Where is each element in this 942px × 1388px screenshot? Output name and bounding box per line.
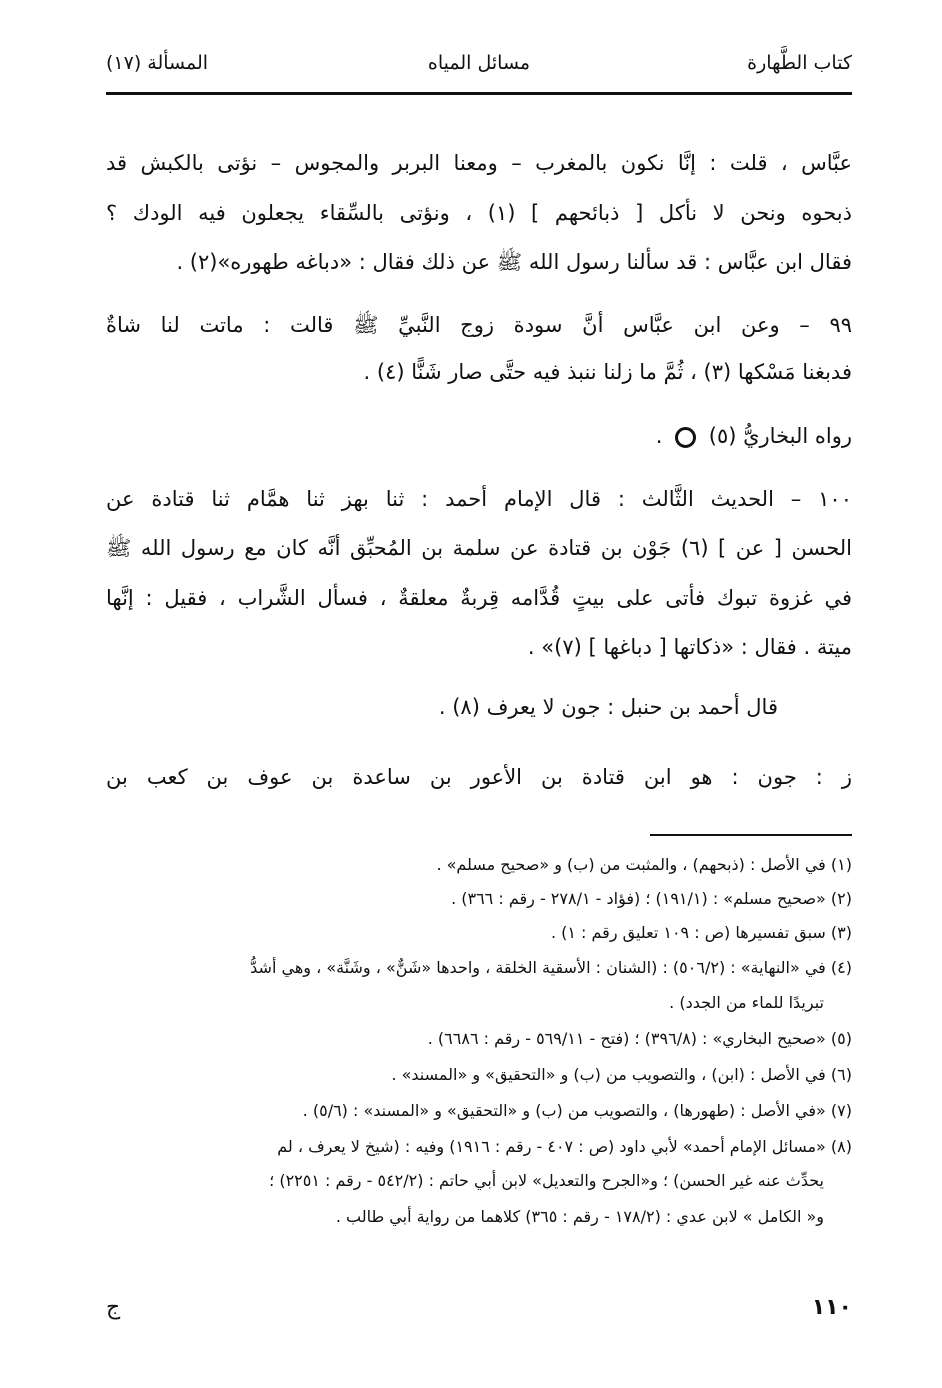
footnote-divider	[650, 834, 852, 836]
text-line: فقال ابن عبَّاس : قد سألنا رسول الله ﷺ عن ذلك فقال : «دباغه طهوره»(٢) .	[176, 250, 852, 274]
issue-number: المسألة (١٧)	[106, 52, 209, 74]
text-line: فدبغنا مَسْكها (٣) ، ثُمَّ ما زلنا ننبذ فيه حتَّى صار شَنًّا (٤) .	[363, 360, 852, 384]
footnote: (١) في الأصل : (ذبحهم) ، والمثبت من (ب) و «صحيح مسلم» .	[436, 855, 852, 874]
text-line: في غزوة تبوك فأتى على بيتٍ قُدَّامه قِربةٌ معلقةٌ ، فسأل الشَّراب ، فقيل : إنَّها	[106, 586, 852, 610]
text-line: عبَّاس ، قلت : إنَّا نكون بالمغرب – ومعنا البربر والمجوس – نؤتى بالكبش قد	[106, 151, 852, 175]
attribution-line: رواه البخاريُّ (٥) .	[655, 424, 852, 448]
footnote: (٨) «مسائل الإمام أحمد» لأبي داود (ص : ٤٠٧ - رقم : ١٩١٦) وفيه : (شيخ لا يعرف ، لم	[277, 1137, 852, 1156]
header-divider	[106, 92, 852, 95]
hadith-100-line: ١٠٠ – الحديث الثَّالث : قال الإمام أحمد : ثنا بهز ثنا همَّام ثنا قتادة عن	[106, 487, 852, 511]
page-footer	[106, 1295, 852, 1325]
footnote: (٣) سبق تفسيرها (ص : ١٠٩ تعليق رقم : ١) .	[550, 923, 852, 942]
chapter-title: مسائل المياه	[427, 52, 531, 74]
footnote-continuation: تبريدًا للماء من الجدد) .	[669, 993, 824, 1012]
end-circle-mark	[675, 427, 696, 448]
footnote: (٥) «صحيح البخاري» : (٣٩٦/٨) ؛ (فتح - ٥٦٩/١١ - رقم : ٦٦٨٦) .	[427, 1029, 852, 1048]
page-number: ١١٠	[811, 1295, 852, 1320]
text-line: ميتة . فقال : «ذكاتها [ دباغها ] (٧)» .	[527, 635, 852, 659]
footnote: (٤) في «النهاية» : (٥٠٦/٢) : (الشنان : الأسقية الخلقة ، واحدها «شَنٌّ» ، وشَنَّة» ، وهي أشدُّ	[250, 958, 852, 977]
footnote-continuation: يحدِّث عنه غير الحسن) ؛ و«الجرح والتعديل» لابن أبي حاتم : (٥٤٢/٢ - رقم : ٢٢٥١) ؛	[269, 1171, 824, 1190]
signature-mark: ج	[106, 1295, 121, 1320]
text-line: ذبحوه ونحن لا نأكل [ ذبائحهم ] (١) ، ونؤتى بالسِّقاء يجعلون فيه الودك ؟	[106, 201, 852, 225]
footnote: (٦) في الأصل : (ابن) ، والتصويب من (ب) و «التحقيق» و «المسند» .	[391, 1065, 852, 1084]
footnote: (٢) «صحيح مسلم» : (١٩١/١) ؛ (فؤاد - ٢٧٨/١ - رقم : ٣٦٦) .	[451, 889, 852, 908]
book-title: كتاب الطَّهارة	[747, 52, 852, 74]
footnote: (٧) «في الأصل : (طهورها) ، والتصويب من (ب) و «التحقيق» و «المسند» : (٥/٦) .	[302, 1101, 852, 1120]
text-line: الحسن [ عن ] (٦) جَوْن بن قتادة عن سلمة بن المُحبِّق أنَّه كان مع رسول الله ﷺ	[106, 536, 852, 560]
text-line: ز : جون : هو ابن قتادة بن الأعور بن ساعدة بن عوف بن كعب بن	[106, 765, 852, 789]
text-line: قال أحمد بن حنبل : جون لا يعرف (٨) .	[438, 695, 778, 719]
attribution-text: رواه البخاريُّ (٥)	[708, 424, 852, 448]
running-header	[106, 46, 852, 80]
hadith-99-line: ٩٩ – وعن ابن عبَّاس أنَّ سودة زوج النَّبيِّ ﷺ قالت : ماتت لنا شاةٌ	[106, 313, 852, 337]
footnote-continuation: و« الكامل » لابن عدي : (١٧٨/٢ - رقم : ٣٦٥) كلاهما من رواية أبي طالب .	[335, 1207, 824, 1226]
